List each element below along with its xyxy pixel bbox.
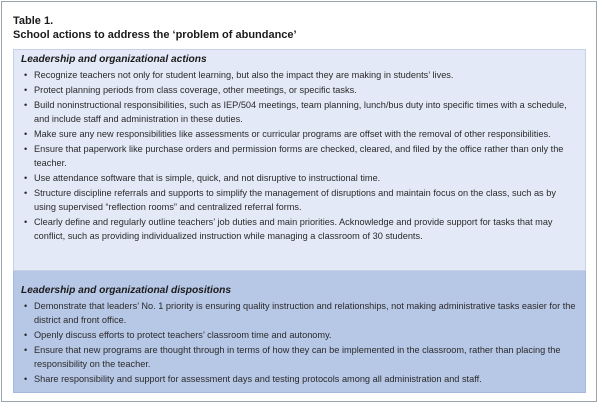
list-item-text: Share responsibility and support for assessment days and testing protocols among all administration and staff.	[34, 374, 482, 384]
list-item	[23, 171, 579, 185]
list-item-text: Protect planning periods from class coverage, other meetings, or specific tasks.	[34, 85, 357, 95]
bullet-icon: •	[24, 301, 28, 311]
dispositions-list	[23, 299, 579, 387]
list-item-text: Recognize teachers not only for student learning, but also the impact they are making in students’ lives.	[34, 70, 454, 80]
dispositions-heading: Leadership and organizational dispositions	[21, 285, 232, 296]
bullet-icon: •	[24, 144, 28, 154]
table-title: School actions to address the ‘problem of abundance’	[13, 29, 297, 41]
actions-list	[23, 68, 579, 244]
bullet-icon: •	[24, 70, 28, 80]
list-item-text: Ensure that paperwork like purchase orders and permission forms are checked, cleared, and filed by the office rather than only the teacher.	[34, 144, 564, 168]
table-label: Table 1.	[13, 15, 54, 27]
table-frame	[1, 1, 597, 402]
list-item	[23, 127, 579, 141]
bullet-icon: •	[24, 188, 28, 198]
list-item	[23, 372, 579, 386]
bullet-icon: •	[24, 85, 28, 95]
dispositions-panel	[13, 271, 586, 393]
list-item-text: Openly discuss efforts to protect teachers’ classroom time and autonomy.	[34, 330, 332, 340]
list-item	[23, 83, 579, 97]
list-item-text: Build noninstructional responsibilities, such as IEP/504 meetings, team planning, lunch/bus duty into specific times with a schedule, and include staff and administration in these duties.	[34, 100, 567, 124]
bullet-icon: •	[24, 173, 28, 183]
bullet-icon: •	[24, 100, 28, 110]
list-item	[23, 68, 579, 82]
bullet-icon: •	[24, 217, 28, 227]
list-item-text: Clearly define and regularly outline teachers’ job duties and main priorities. Acknowledge and provide support for tasks that may conflict, such as providing individualized instruction while managing a classroom of 30 students.	[34, 217, 553, 241]
bullet-icon: •	[24, 374, 28, 384]
list-item	[23, 142, 579, 170]
list-item-text: Demonstrate that leaders’ No. 1 priority is ensuring quality instruction and relationships, not making administrative tasks easier for the district and front office.	[34, 301, 576, 325]
list-item	[23, 98, 579, 126]
list-item	[23, 328, 579, 342]
actions-heading: Leadership and organizational actions	[21, 54, 207, 65]
list-item	[23, 299, 579, 327]
list-item	[23, 186, 579, 214]
list-item-text: Structure discipline referrals and supports to simplify the management of disruptions and maintain focus on the class, such as by using supervised “reflection rooms” and centralized referral forms.	[34, 188, 556, 212]
list-item-text: Ensure that new programs are thought through in terms of how they can be implemented in the classroom, rather than placing the responsibility on the teacher.	[34, 345, 561, 369]
list-item	[23, 343, 579, 371]
actions-panel	[13, 49, 586, 271]
bullet-icon: •	[24, 345, 28, 355]
list-item-text: Use attendance software that is simple, quick, and not disruptive to instructional time.	[34, 173, 381, 183]
list-item-text: Make sure any new responsibilities like assessments or curricular programs are offset with the removal of other responsibilities.	[34, 129, 551, 139]
list-item	[23, 215, 579, 243]
bullet-icon: •	[24, 129, 28, 139]
bullet-icon: •	[24, 330, 28, 340]
